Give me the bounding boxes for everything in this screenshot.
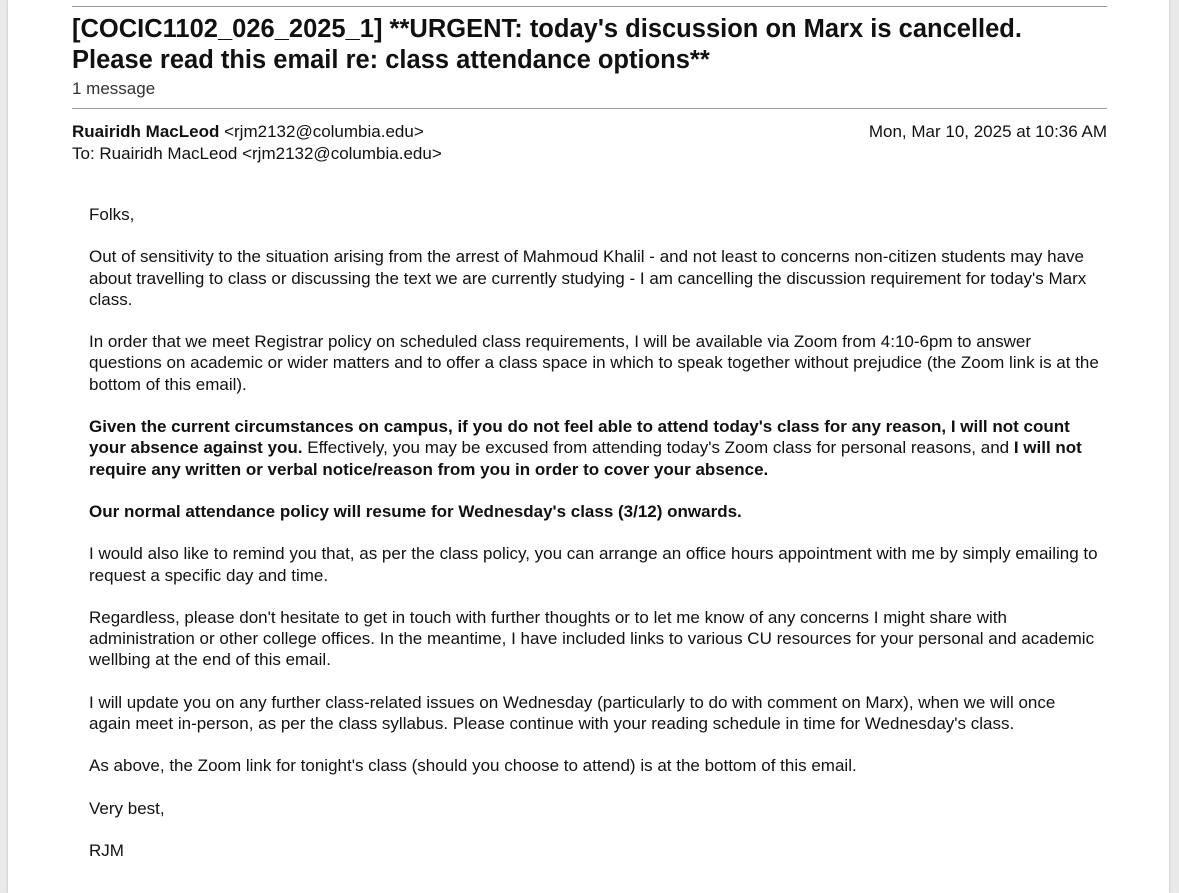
paragraph-8: As above, the Zoom link for tonight's class (should you choose to attend) is at the bottom of this email.: [89, 756, 857, 776]
signature: RJM: [89, 840, 124, 860]
recipient-line: To: Ruairidh MacLeod <rjm2132@columbia.edu>: [72, 144, 442, 163]
paragraph-4: [89, 501, 1101, 522]
paragraph-4-bold: Our normal attendance policy will resume for Wednesday's class (3/12) onwards.: [89, 501, 742, 521]
paragraph-6: Regardless, please don't hesitate to get in touch with further thoughts or to let me know of any concerns I might share with administration or other college offices. In the meantime, I have included links to various CU resources for your personal and academic wellbing at the end of this email.: [89, 607, 1095, 670]
sender-name: Ruairidh MacLeod: [72, 122, 220, 141]
email-subject: [72, 14, 1107, 76]
paragraph-3-bold-1: Given the current circumstances on campus, if you do not feel able to attend today's class for any reason, I will not count your absence against you.: [89, 417, 1070, 458]
email-print-page: [8, 0, 1169, 893]
subject-line-1: [COCIC1102_026_2025_1] **URGENT: today's discussion on Marx is cancelled.: [72, 15, 1022, 43]
signoff: Very best,: [89, 798, 165, 818]
header-divider: [72, 108, 1107, 109]
paragraph-3: [89, 416, 1101, 480]
paragraph-7: I will update you on any further class-related issues on Wednesday (particularly to do with comment on Marx), when we will once again meet in-person, as per the class syllabus. Please continue with your reading schedule in time for Wednesday's class.: [89, 692, 1056, 734]
paragraph-2: In order that we meet Registrar policy on scheduled class requirements, I will be available via Zoom from 4:10-6pm to answer questions on academic or wider matters and to offer a class space in which to speak together without prejudice (the Zoom link is at the bottom of this email).: [89, 332, 1099, 394]
greeting: Folks,: [89, 205, 135, 224]
sender-email[interactable]: <rjm2132@columbia.edu>: [224, 122, 424, 141]
paragraph-3-normal: Effectively, you may be excused from attending today's Zoom class for personal reasons, and: [302, 438, 1014, 458]
email-body: [89, 204, 1101, 882]
paragraph-3-bold-2: I will not require any written or verbal notice/reason from you in order to cover your absence.: [89, 438, 1082, 479]
top-divider: [72, 6, 1107, 7]
sender-line: [72, 122, 424, 142]
message-count: 1 message: [72, 79, 156, 98]
paragraph-1: Out of sensitivity to the situation arising from the arrest of Mahmoud Khalil - and not least to concerns non-citizen students may have about travelling to class or discussing the text we are currently studying - I am cancelling the discussion requirement for today's Marx class.: [89, 247, 1087, 309]
email-date: Mon, Mar 10, 2025 at 10:36 AM: [868, 122, 1107, 141]
subject-line-2: Please read this email re: class attendance options**: [72, 46, 710, 74]
paragraph-5: I would also like to remind you that, as per the class policy, you can arrange an office hours appointment with me by simply emailing to request a specific day and time.: [89, 544, 1098, 585]
